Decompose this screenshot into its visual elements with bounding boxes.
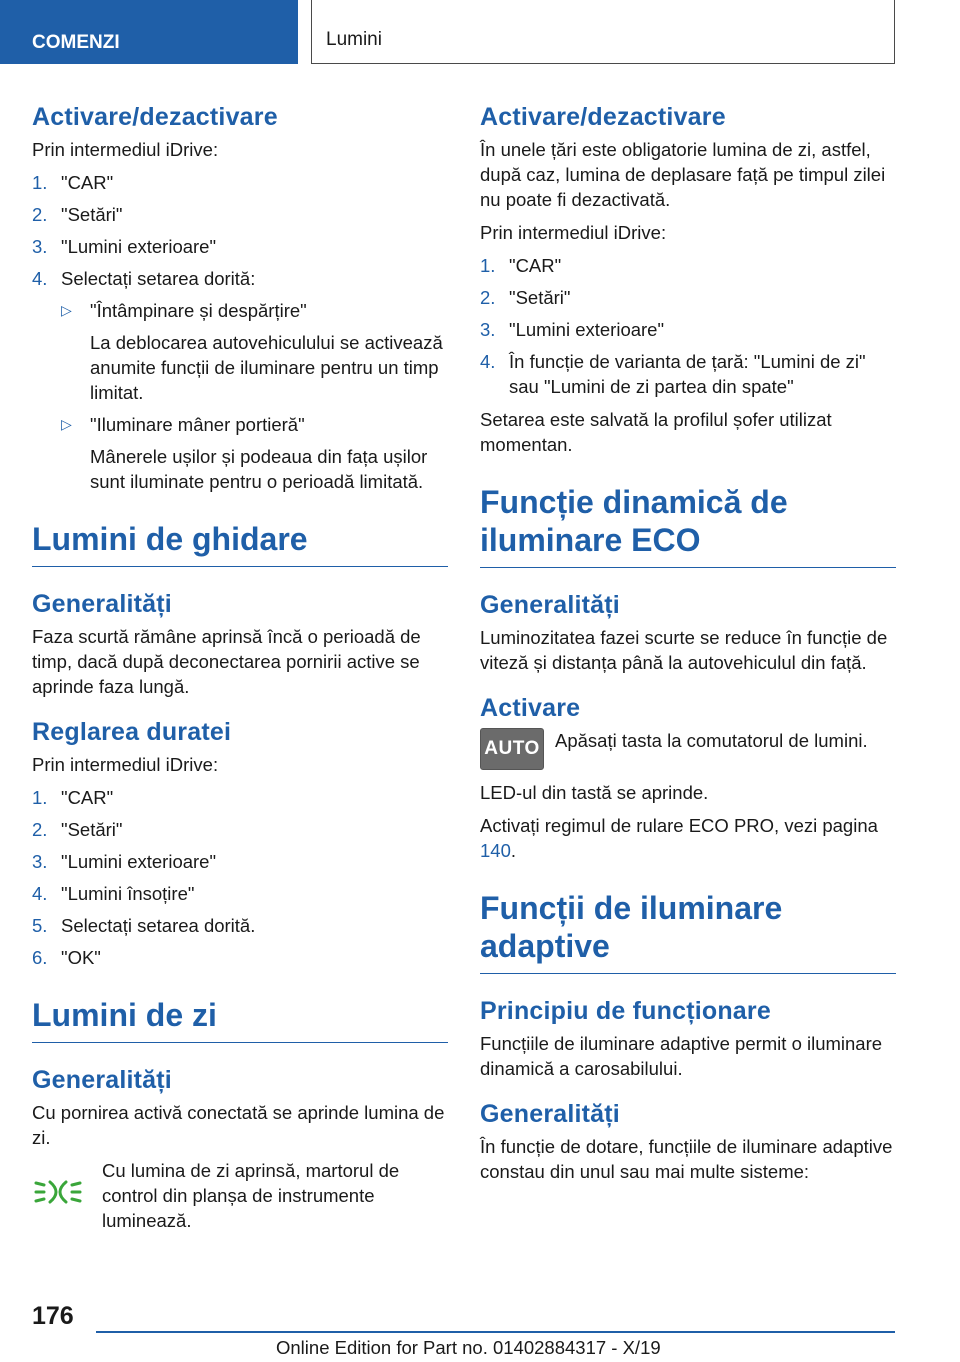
heading-generalitati: Generalități xyxy=(32,590,172,618)
indicator-row xyxy=(32,1158,448,1241)
step-text: Selectați setarea dorită. xyxy=(61,915,256,936)
step-text: "CAR" xyxy=(61,172,114,193)
list-item xyxy=(32,849,448,874)
step-text: "Lumini exterioare" xyxy=(509,319,665,340)
daytime-running-light-icon xyxy=(34,1172,82,1212)
step-text: "Lumini însoțire" xyxy=(61,883,195,904)
idrive-intro: Prin intermediul iDrive: xyxy=(32,754,219,775)
list-item xyxy=(480,317,896,342)
step-number: 2. xyxy=(480,287,496,308)
step-number: 1. xyxy=(32,172,48,193)
list-item xyxy=(480,285,896,310)
footer-divider xyxy=(96,1331,895,1333)
list-item xyxy=(32,817,448,842)
left-column xyxy=(32,102,448,1251)
heading-functie-dinamica-eco: Funcție dinamică de iluminare ECO xyxy=(480,483,896,568)
sub-option xyxy=(61,412,448,494)
page-link[interactable]: 140 xyxy=(480,840,511,861)
list-item xyxy=(32,913,448,938)
step-number: 5. xyxy=(32,915,48,936)
list-item xyxy=(32,266,448,494)
sub-option xyxy=(61,298,448,405)
chapter-box xyxy=(311,0,895,64)
heading-functii-adaptive: Funcții de iluminare adaptive xyxy=(480,889,896,974)
heading-generalitati: Generalități xyxy=(480,1100,620,1128)
heading-principiu: Principiu de funcționare xyxy=(480,997,771,1025)
heading-generalitati: Generalități xyxy=(32,1066,172,1094)
list-item xyxy=(32,945,448,970)
paragraph: În unele țări este obligatorie lumina de zi, astfel, după caz, lumina de deplasare față pe timpul zilei nu poate fi dezactivată. xyxy=(480,139,886,210)
paragraph: LED-ul din tastă se aprinde. xyxy=(480,782,709,803)
sub-options xyxy=(61,298,448,494)
heading-activare: Activare xyxy=(480,694,581,722)
step-text: "CAR" xyxy=(509,255,562,276)
steps-list xyxy=(32,170,448,494)
heading-generalitati: Generalități xyxy=(480,591,620,619)
step-number: 2. xyxy=(32,204,48,225)
steps-list xyxy=(32,785,448,970)
page-header xyxy=(0,0,960,66)
indicator-text: Cu lumina de zi aprinsă, martorul de control din planșa de instrumente luminează. xyxy=(102,1160,400,1231)
list-item xyxy=(32,785,448,810)
edition-text: Online Edition for Part no. 01402884317 - X/19 xyxy=(276,1337,661,1358)
step-number: 3. xyxy=(32,236,48,257)
step-text: "Lumini exterioare" xyxy=(61,236,217,257)
paragraph: Apăsați tasta la comutatorul de lumini. xyxy=(555,730,868,751)
heading-lumini-de-zi: Lumini de zi xyxy=(32,996,448,1043)
heading-reglarea-duratei: Reglarea duratei xyxy=(32,718,232,746)
list-item xyxy=(480,349,896,399)
heading-lumini-de-ghidare: Lumini de ghidare xyxy=(32,520,448,567)
paragraph: Faza scurtă rămâne aprinsă încă o perioadă de timp, dacă după deconectarea pornirii active se aprinde faza lungă. xyxy=(32,626,421,697)
step-number: 4. xyxy=(32,268,48,289)
auto-button-icon: AUTO xyxy=(480,728,544,770)
list-item xyxy=(32,202,448,227)
triangle-bullet-icon: ▷ xyxy=(61,416,72,432)
section-tab: COMENZI xyxy=(0,0,298,64)
triangle-bullet-icon: ▷ xyxy=(61,302,72,318)
paragraph: Funcțiile de iluminare adaptive permit o iluminare dinamică a carosabilului. xyxy=(480,1033,883,1079)
idrive-intro: Prin intermediul iDrive: xyxy=(32,139,219,160)
step-number: 4. xyxy=(32,883,48,904)
step-text: "Setări" xyxy=(61,819,123,840)
eco-pro-text: Activați regimul de rulare ECO PRO, vezi pagina xyxy=(480,815,878,836)
auto-button-row xyxy=(480,728,896,770)
chapter-title: Lumini xyxy=(326,29,382,50)
step-number: 3. xyxy=(32,851,48,872)
step-text: "Lumini exterioare" xyxy=(61,851,217,872)
step-number: 2. xyxy=(32,819,48,840)
step-number: 1. xyxy=(32,787,48,808)
right-column xyxy=(480,102,896,1192)
step-number: 1. xyxy=(480,255,496,276)
sub-option-label: "Iluminare mâner portieră" xyxy=(90,414,305,435)
step-text: "CAR" xyxy=(61,787,114,808)
page-number: 176 xyxy=(32,1302,74,1330)
step-text: "OK" xyxy=(61,947,101,968)
list-item xyxy=(32,170,448,195)
paragraph: Luminozitatea fazei scurte se reduce în funcție de viteză și distanța până la autovehiculul din față. xyxy=(480,627,888,673)
list-item xyxy=(32,881,448,906)
step-number: 3. xyxy=(480,319,496,340)
step-text: "Setări" xyxy=(509,287,571,308)
paragraph: În funcție de dotare, funcțiile de iluminare adaptive constau din unul sau mai multe sisteme: xyxy=(480,1136,893,1182)
step-number: 6. xyxy=(32,947,48,968)
paragraph: Setarea este salvată la profilul șofer utilizat momentan. xyxy=(480,409,832,455)
heading-activare-dezactivare: Activare/dezactivare xyxy=(32,103,278,131)
sub-option-desc: La deblocarea autovehiculului se activează anumite funcții de iluminare pentru un timp limitat. xyxy=(90,332,443,403)
list-item xyxy=(480,253,896,278)
steps-list xyxy=(480,253,896,399)
heading-activare-dezactivare: Activare/dezactivare xyxy=(480,103,726,131)
sub-option-label: "Întâmpinare și despărțire" xyxy=(90,300,307,321)
paragraph: Activați regimul de rulare ECO PRO, vezi pagina 140. xyxy=(480,815,878,861)
step-number: 4. xyxy=(480,351,496,372)
step-text: În funcție de varianta de țară: "Lumini de zi" sau "Lumini de zi partea din spate" xyxy=(509,351,866,397)
sub-option-desc: Mânerele ușilor și podeaua din fața ușilor sunt iluminate pentru o perioadă limitată. xyxy=(90,446,428,492)
idrive-intro: Prin intermediul iDrive: xyxy=(480,222,667,243)
paragraph: Cu pornirea activă conectată se aprinde lumina de zi. xyxy=(32,1102,445,1148)
list-item xyxy=(32,234,448,259)
step-text: Selectați setarea dorită: xyxy=(61,268,256,289)
step-text: "Setări" xyxy=(61,204,123,225)
